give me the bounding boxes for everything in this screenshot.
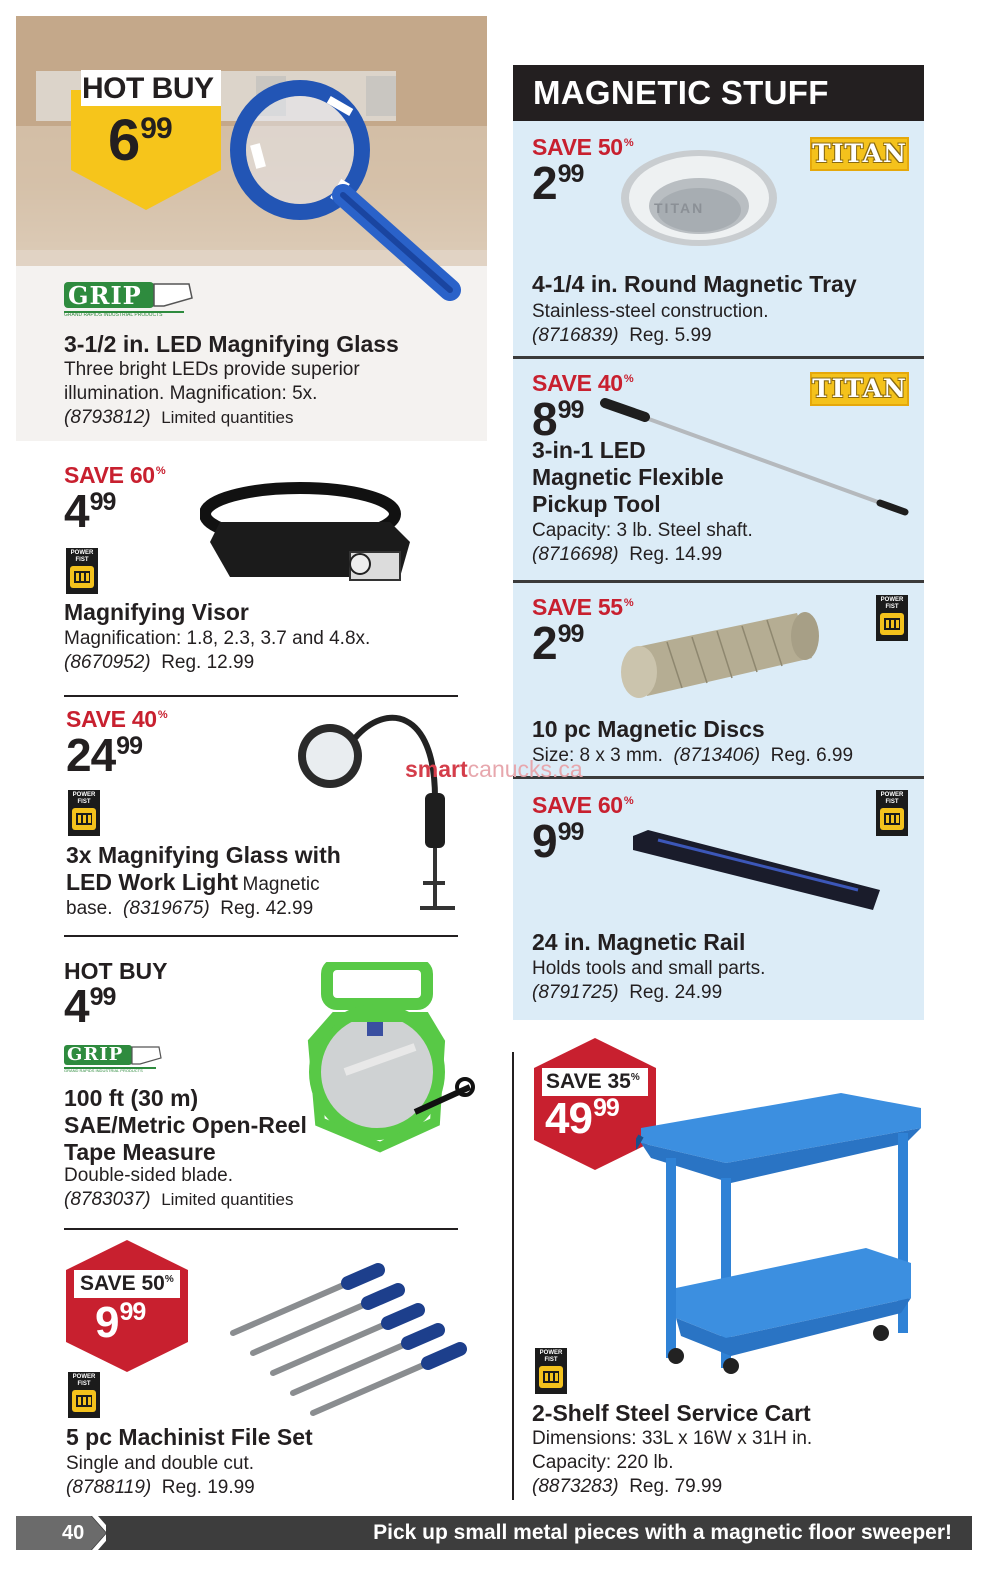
tape-grip-logo-text: GRIP — [67, 1044, 124, 1065]
discs-title: 10 pc Magnetic Discs — [532, 716, 765, 742]
tray-price — [532, 157, 584, 209]
worklight-title-line2-row — [66, 869, 320, 897]
tape-title-line2: SAE/Metric Open-Reel — [64, 1112, 307, 1138]
worklight-save-pct: % — [157, 709, 168, 721]
discs-price-cents: 99 — [557, 620, 584, 648]
magnetic-stuff-header: MAGNETIC STUFF — [513, 65, 924, 121]
files-price-main: 9 — [95, 1298, 119, 1347]
rail-sku: (8791725) — [532, 982, 619, 1003]
vertical-divider — [512, 1052, 514, 1500]
hero-sku: (8793812) — [64, 407, 151, 428]
tray-price-main: 2 — [532, 157, 557, 209]
files-sku-line — [66, 1476, 255, 1500]
pickup-save-pct: % — [623, 373, 634, 385]
tray-embossed-logo: TITAN — [654, 200, 705, 216]
cart-brand: POWER FIST — [539, 1350, 563, 1363]
tape-price — [64, 980, 116, 1032]
visor-price — [64, 485, 116, 537]
tray-save-text: SAVE 50 — [532, 134, 623, 160]
visor-reg-price: Reg. 12.99 — [161, 652, 255, 673]
discs-sku: (8713406) — [673, 745, 761, 766]
pickup-reg-price: Reg. 14.99 — [629, 544, 723, 565]
pickup-price — [532, 393, 584, 445]
tape-sku-line — [64, 1188, 294, 1212]
rail-price — [532, 815, 584, 867]
pickup-description: Capacity: 3 lb. Steel shaft. — [532, 520, 753, 541]
visor-product-icon — [200, 482, 415, 592]
files-description: Single and double cut. — [66, 1453, 255, 1474]
rail-title: 24 in. Magnetic Rail — [532, 929, 746, 955]
tape-limited-note: Limited quantities — [161, 1190, 294, 1209]
page-number-arrow-icon — [16, 1516, 106, 1550]
discs-description: Size: 8 x 3 mm. — [532, 745, 663, 766]
worklight-price-cents: 99 — [116, 732, 142, 760]
tray-price-cents: 99 — [557, 160, 584, 188]
discs-save-pct: % — [623, 597, 634, 609]
cart-save-text: SAVE 35 — [546, 1070, 631, 1093]
hero-description-line2: illumination. Magnification: 5x. — [64, 383, 318, 404]
worklight-brand: POWER FIST — [72, 792, 96, 805]
discs-brand: POWER FIST — [880, 597, 904, 610]
watermark — [405, 756, 583, 783]
visor-save-pct: % — [155, 465, 166, 477]
cart-price-cents: 99 — [592, 1094, 619, 1122]
tape-title-line3: Tape Measure — [64, 1139, 216, 1165]
pickup-sku-line — [532, 543, 722, 567]
tape-grip-logo — [64, 1043, 164, 1078]
worklight-title-line2: LED Work Light — [66, 869, 239, 895]
worklight-save-text: SAVE 40 — [66, 706, 157, 732]
tray-description: Stainless-steel construction. — [532, 301, 769, 322]
grip-tagline: GRAND RAPIDS INDUSTRIAL PRODUCTS — [64, 312, 163, 318]
titan-brand-logo: TITAN — [810, 372, 909, 406]
titan-brand-logo: TITAN — [810, 137, 909, 171]
files-save-text: SAVE 50 — [80, 1272, 165, 1295]
work-light-magnifier-icon — [295, 708, 465, 918]
tray-sku-line — [532, 324, 712, 348]
hero-description-line1: Three bright LEDs provide superior — [64, 359, 360, 380]
files-title: 5 pc Machinist File Set — [66, 1424, 313, 1450]
tape-price-cents: 99 — [89, 983, 116, 1011]
tape-measure-icon — [305, 962, 480, 1157]
cart-sku: (8873283) — [532, 1476, 619, 1497]
divider — [64, 695, 458, 697]
watermark-part2: canucks.ca — [467, 756, 583, 782]
tape-hot-buy-label: HOT BUY — [64, 958, 168, 984]
discs-price — [532, 617, 584, 669]
tape-sku: (8783037) — [64, 1189, 151, 1210]
tray-save-pct: % — [623, 137, 634, 149]
worklight-reg-price: Reg. 42.99 — [220, 898, 314, 919]
magnifying-glass-icon — [225, 80, 470, 305]
visor-save-text: SAVE 60 — [64, 462, 155, 488]
magnetic-rail-icon — [628, 828, 883, 918]
files-reg-price: Reg. 19.99 — [161, 1477, 255, 1498]
tape-price-main: 4 — [64, 980, 89, 1032]
worklight-price — [66, 729, 142, 781]
worklight-title-line1: 3x Magnifying Glass with — [66, 842, 341, 868]
cart-save-pct: % — [630, 1072, 640, 1083]
rail-reg-price: Reg. 24.99 — [629, 982, 723, 1003]
magnetic-discs-icon — [612, 608, 822, 703]
discs-price-main: 2 — [532, 617, 557, 669]
rail-description: Holds tools and small parts. — [532, 958, 766, 979]
divider — [64, 1228, 458, 1230]
tape-description: Double-sided blade. — [64, 1165, 234, 1186]
watermark-part1: smart — [405, 756, 468, 782]
footer-tagline: Pick up small metal pieces with a magnetic floor sweeper! — [373, 1521, 952, 1544]
rail-price-main: 9 — [532, 815, 557, 867]
rail-sku-line — [532, 981, 722, 1005]
discs-reg-price: Reg. 6.99 — [770, 745, 854, 766]
discs-save-text: SAVE 55 — [532, 594, 623, 620]
rail-price-cents: 99 — [557, 818, 584, 846]
cart-title: 2-Shelf Steel Service Cart — [532, 1400, 811, 1426]
worklight-sku-line — [66, 897, 313, 921]
hero-price — [108, 108, 172, 173]
hero-price-main: 6 — [108, 108, 140, 173]
divider — [513, 580, 924, 583]
tape-grip-tagline: GRAND RAPIDS INDUSTRIAL PRODUCTS — [64, 1068, 143, 1073]
cart-price-main: 49 — [545, 1094, 592, 1143]
worklight-price-main: 24 — [66, 729, 116, 781]
hero-hot-buy-label: HOT BUY — [82, 72, 214, 105]
divider — [64, 935, 458, 937]
files-save-label — [80, 1272, 174, 1296]
cart-price — [545, 1096, 619, 1141]
grip-logo — [64, 278, 194, 325]
visor-price-cents: 99 — [89, 488, 116, 516]
visor-brand: POWER FIST — [70, 550, 94, 563]
rail-save-text: SAVE 60 — [532, 792, 623, 818]
rail-save-pct: % — [623, 795, 634, 807]
pickup-title-line2: Magnetic Flexible — [532, 464, 724, 490]
grip-logo-text: GRIP — [68, 281, 142, 310]
pickup-save-text: SAVE 40 — [532, 370, 623, 396]
tray-reg-price: Reg. 5.99 — [629, 325, 712, 346]
hero-price-cents: 99 — [140, 112, 172, 145]
hero-limited-note: Limited quantities — [161, 408, 294, 427]
cart-reg-price: Reg. 79.99 — [629, 1476, 723, 1497]
hero-title: 3-1/2 in. LED Magnifying Glass — [64, 331, 399, 357]
rail-brand: POWER FIST — [880, 792, 904, 805]
pickup-price-cents: 99 — [557, 396, 584, 424]
cart-save-label — [546, 1070, 640, 1094]
pickup-sku: (8716698) — [532, 544, 619, 565]
pickup-title-line3: Pickup Tool — [532, 491, 661, 517]
cart-sku-line — [532, 1475, 722, 1499]
divider — [513, 356, 924, 359]
visor-title: Magnifying Visor — [64, 599, 249, 625]
files-price-cents: 99 — [119, 1298, 146, 1326]
visor-sku-line — [64, 651, 254, 675]
tape-title-line1: 100 ft (30 m) — [64, 1085, 199, 1111]
files-brand: POWER FIST — [72, 1374, 96, 1387]
visor-sku: (8670952) — [64, 652, 151, 673]
tray-title: 4-1/4 in. Round Magnetic Tray — [532, 271, 857, 297]
files-sku: (8788119) — [66, 1477, 152, 1498]
cart-description-line2: Capacity: 220 lb. — [532, 1452, 674, 1473]
files-save-pct: % — [164, 1274, 174, 1285]
page-number: 40 — [62, 1522, 85, 1544]
file-set-icon — [228, 1255, 473, 1425]
hero-sku-line — [64, 406, 294, 430]
worklight-desc-inline: Magnetic — [242, 874, 320, 895]
visor-price-main: 4 — [64, 485, 89, 537]
tray-sku: (8716839) — [532, 325, 619, 346]
pickup-price-main: 8 — [532, 393, 557, 445]
files-price — [95, 1300, 145, 1345]
pickup-title-line1: 3-in-1 LED — [532, 437, 646, 463]
cart-description-line1: Dimensions: 33L x 16W x 31H in. — [532, 1428, 813, 1449]
worklight-sku: (8319675) — [123, 898, 210, 919]
service-cart-icon — [636, 1088, 928, 1380]
worklight-desc2: base. — [66, 898, 113, 919]
visor-description: Magnification: 1.8, 2.3, 3.7 and 4.8x. — [64, 628, 371, 649]
